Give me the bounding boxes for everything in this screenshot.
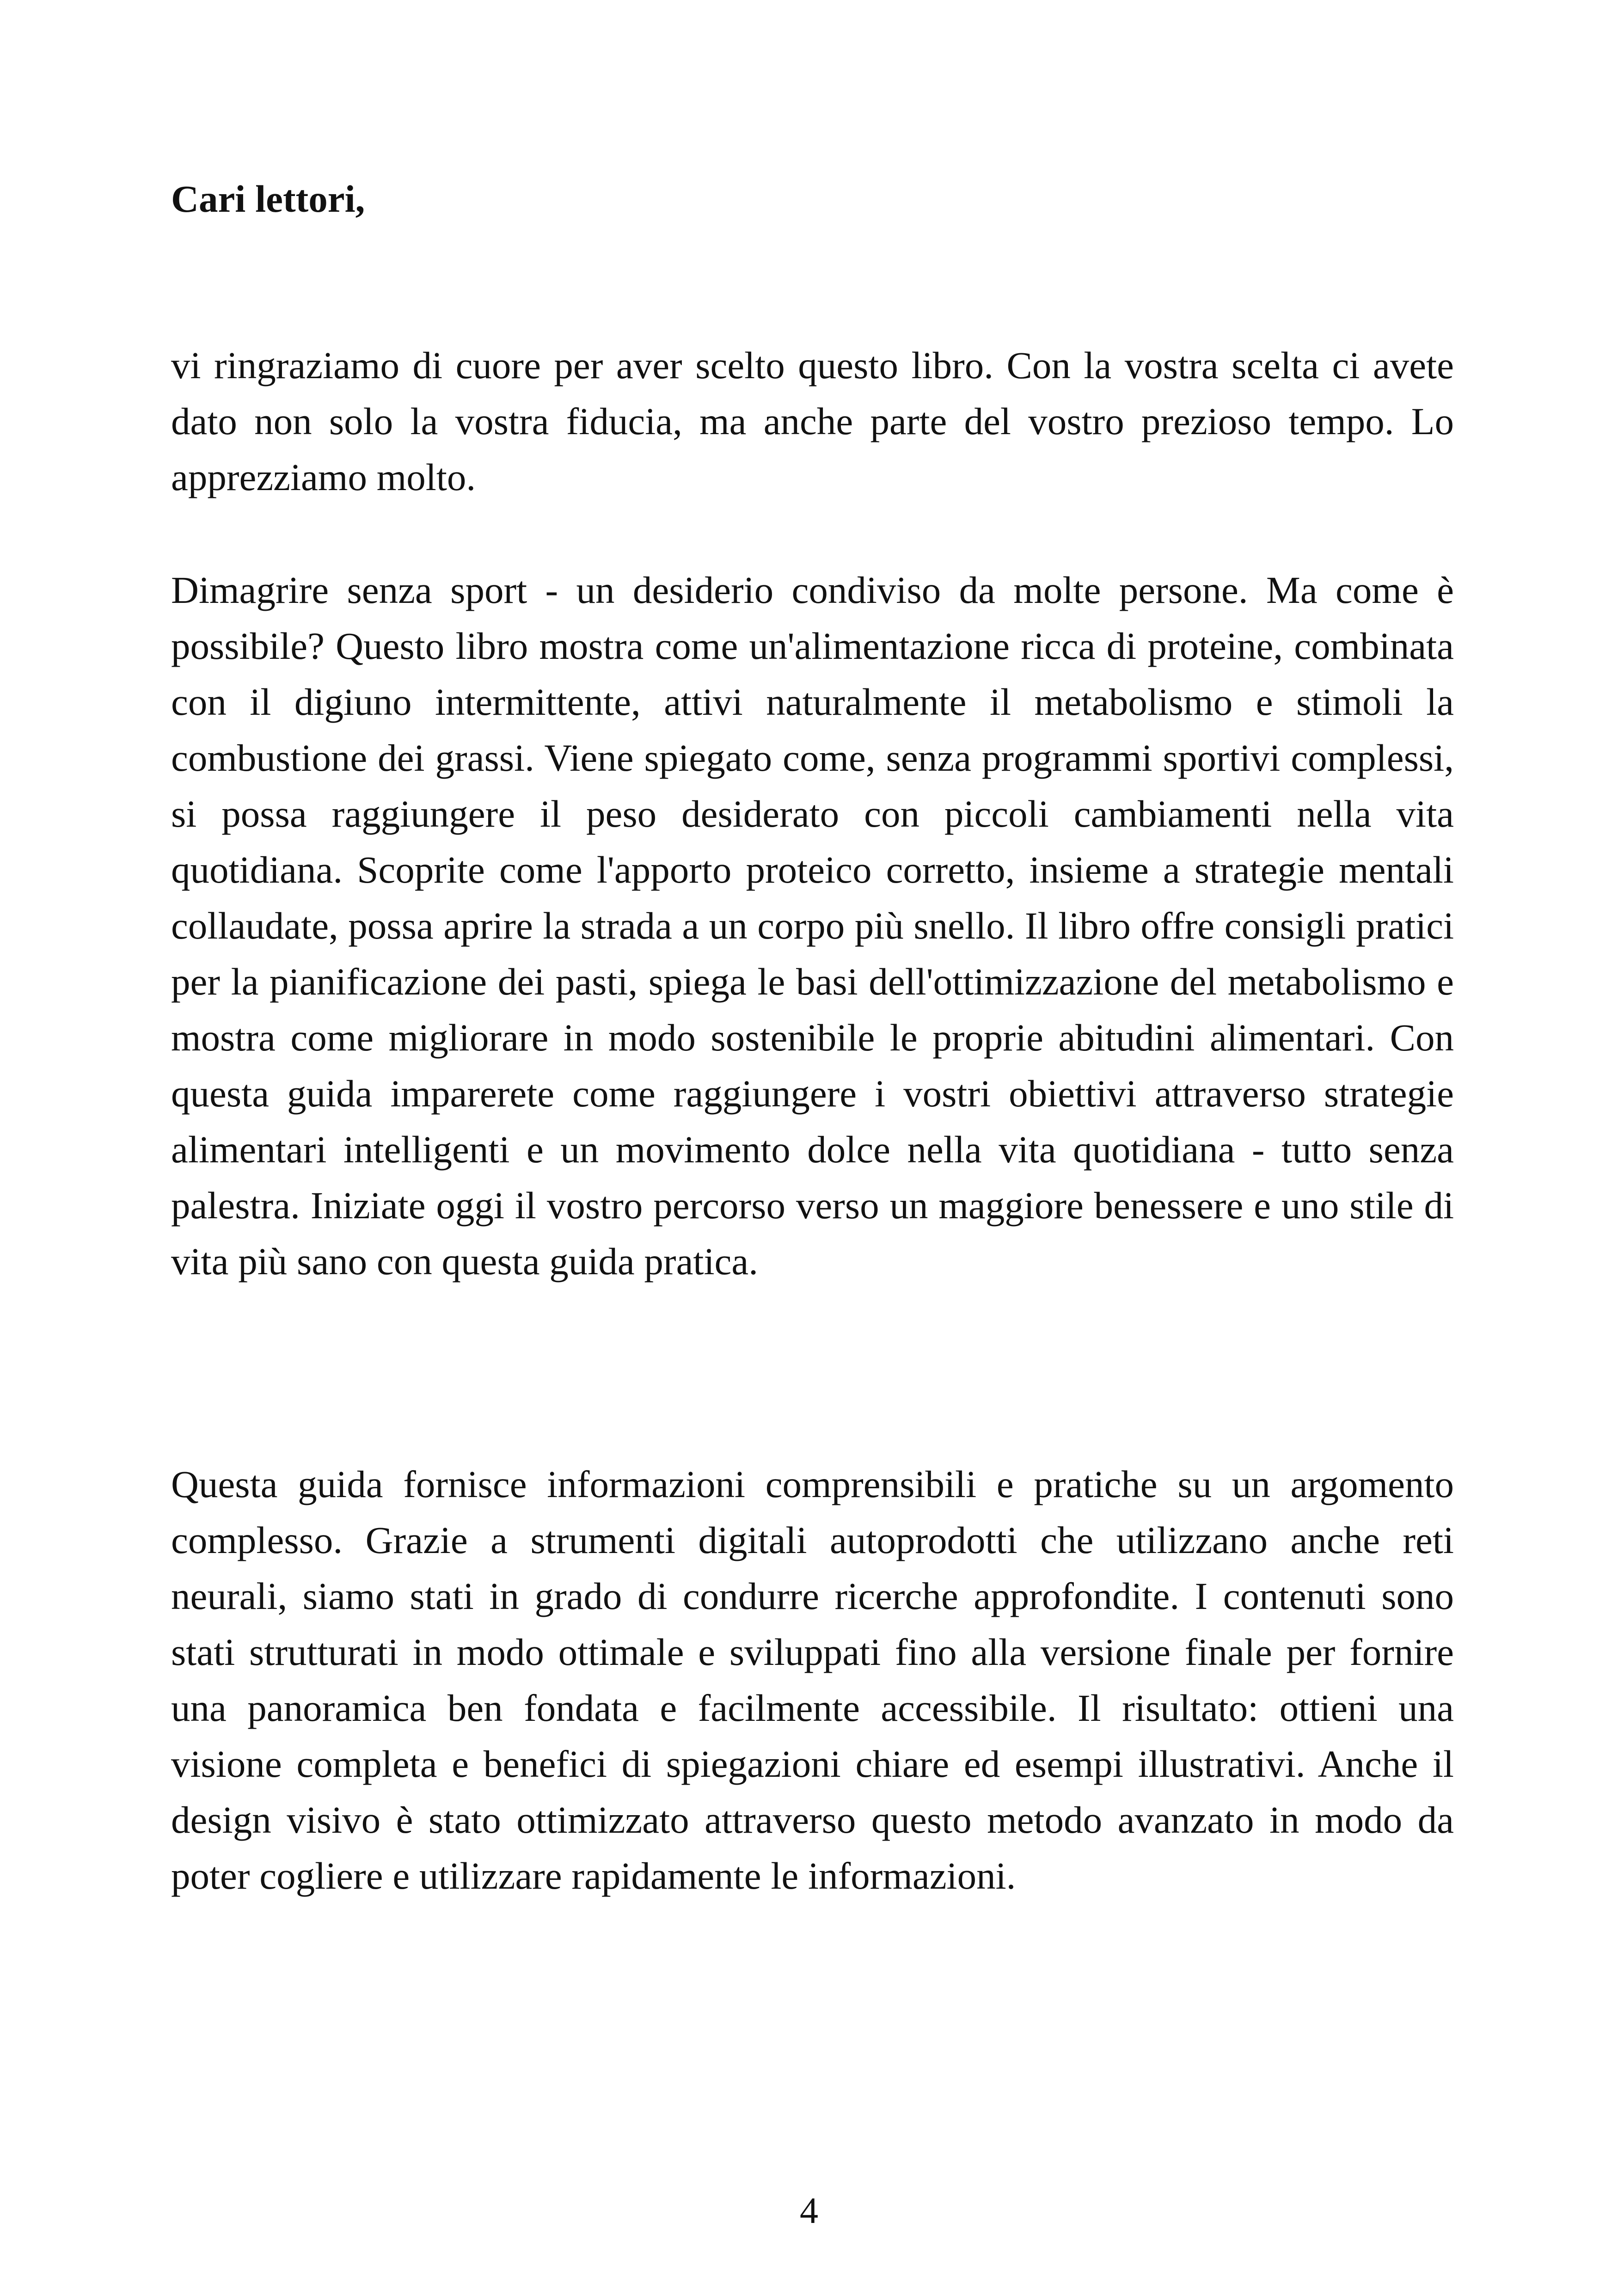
- paragraph-methodology: Questa guida fornisce informazioni comprensibili e pratiche su un argomento complesso. Grazie a strumenti digitali autoprodotti che utilizzano anche reti neurali, siamo stati in grado di condurre ricerche approfondite. I contenuti sono stati strutturati in modo ottimale e sviluppati fino alla versione finale per fornire una panoramica ben fondata e facilmente accessibile. Il risultato: ottieni una visione completa e benefici di spiegazioni chiare ed esempi illustrativi. Anche il design visivo è stato ottimizzato attraverso questo metodo avanzato in modo da poter cogliere e utilizzare rapidamente le informazioni.: [171, 1463, 1454, 1897]
- letter-greeting: Cari lettori,: [171, 178, 365, 220]
- paragraph-thanks: vi ringraziamo di cuore per aver scelto questo libro. Con la vostra scelta ci avete dato non solo la vostra fiducia, ma anche parte del vostro prezioso tempo. Lo apprezziamo molto.: [171, 344, 1454, 498]
- page-number: 4: [800, 2191, 818, 2231]
- paragraph-book-summary: Dimagrire senza sport - un desiderio condiviso da molte persone. Ma come è possibile? Questo libro mostra come un'alimentazione ricca di proteine, combinata con il digiuno intermittente, attivi naturalmente il metabolismo e stimoli la combustione dei grassi. Viene spiegato come, senza programmi sportivi complessi, si possa raggiungere il peso desiderato con piccoli cambiamenti nella vita quotidiana. Scoprite come l'apporto proteico corretto, insieme a strategie mentali collaudate, possa aprire la strada a un corpo più snello. Il libro offre consigli pratici per la pianificazione dei pasti, spiega le basi dell'ottimizzazione del metabolismo e mostra come migliorare in modo sostenibile le proprie abitudini alimentari. Con questa guida imparerete come raggiungere i vostri obiettivi attraverso strategie alimentari intelligenti e un movimento dolce nella vita quotidiana - tutto senza palestra. Iniziate oggi il vostro percorso verso un maggiore benessere e uno stile di vita più sano con questa guida pratica.: [171, 569, 1454, 1283]
